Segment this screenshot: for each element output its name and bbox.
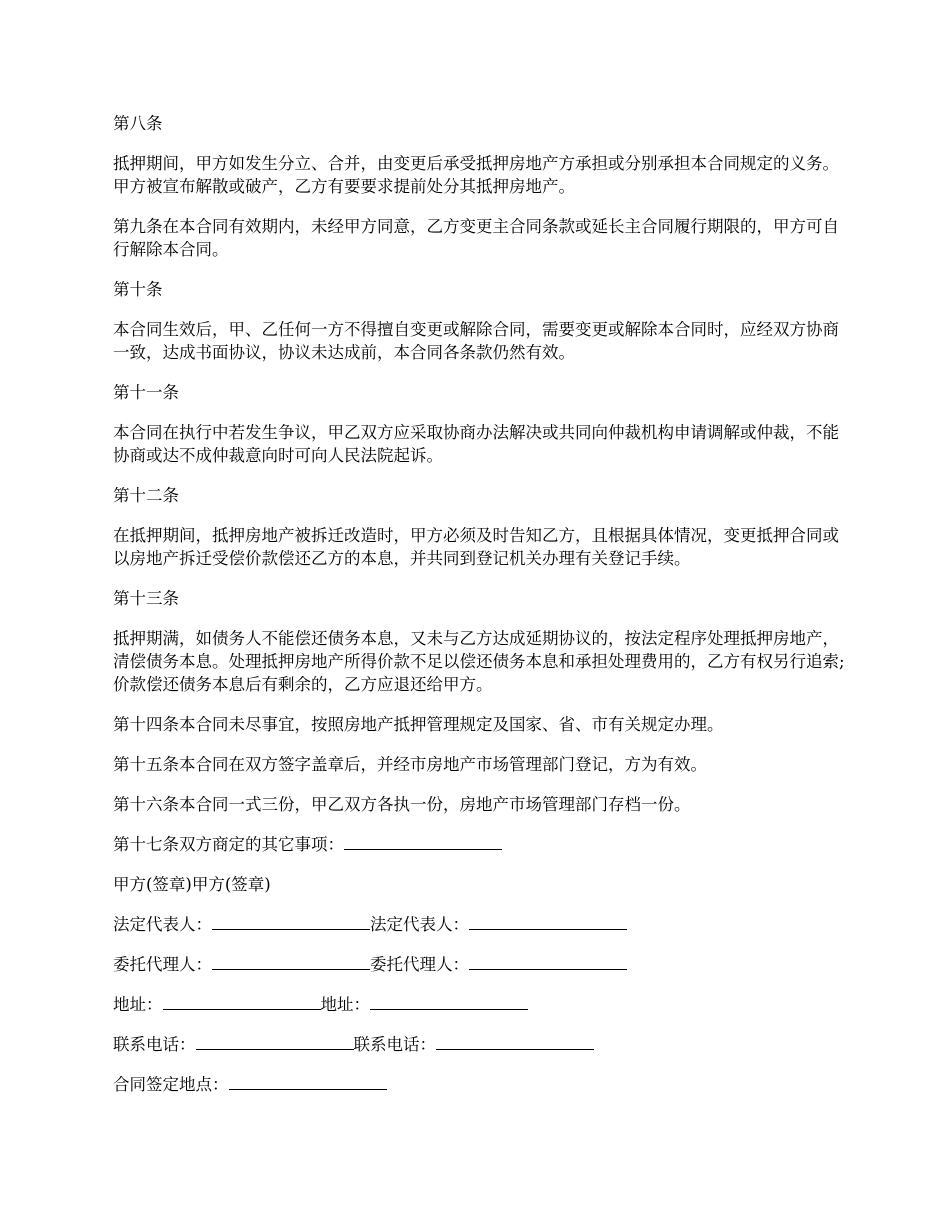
address-label-a: 地址：	[113, 995, 163, 1014]
agent-label-b: 委托代理人：	[370, 955, 469, 974]
agent-label-a: 委托代理人：	[113, 955, 212, 974]
article-15: 第十五条本合同在双方签字盖章后，并经市房地产市场管理部门登记，方为有效。	[113, 755, 707, 774]
signing-place-blank[interactable]	[229, 1073, 387, 1090]
article-16: 第十六条本合同一式三份，甲乙双方各执一份，房地产市场管理部门存档一份。	[113, 795, 691, 814]
phone-label-b: 联系电话：	[353, 1035, 436, 1054]
article-17-label: 第十七条双方商定的其它事项：	[113, 835, 344, 854]
address-blank-b[interactable]	[370, 993, 528, 1010]
agent-line	[113, 953, 853, 976]
legal-rep-line	[113, 913, 853, 936]
phone-blank-a[interactable]	[196, 1033, 354, 1050]
article-17	[113, 833, 853, 856]
article-12-heading: 第十二条	[113, 486, 179, 505]
article-11-body: 本合同在执行中若发生争议，甲乙双方应采取协商办法解决或共同向仲裁机构申请调解或仲裁，不能协商或达不成仲裁意向时可向人民法院起诉。	[113, 423, 839, 465]
signing-place-line	[113, 1073, 853, 1096]
agent-blank-a[interactable]	[212, 953, 370, 970]
article-14: 第十四条本合同未尽事宜，按照房地产抵押管理规定及国家、省、市有关规定办理。	[113, 715, 724, 734]
address-label-b: 地址：	[320, 995, 370, 1014]
phone-label-a: 联系电话：	[113, 1035, 196, 1054]
article-13-heading: 第十三条	[113, 589, 179, 608]
signing-place-label: 合同签定地点：	[113, 1075, 229, 1094]
legal-rep-label-b: 法定代表人：	[370, 915, 469, 934]
agent-blank-b[interactable]	[469, 953, 627, 970]
article-11-heading: 第十一条	[113, 383, 179, 402]
legal-rep-label-a: 法定代表人：	[113, 915, 212, 934]
contract-document	[113, 112, 853, 1113]
legal-rep-blank-a[interactable]	[212, 913, 370, 930]
signature-parties: 甲方(签章)甲方(签章)	[113, 875, 271, 894]
other-matters-blank[interactable]	[344, 833, 502, 850]
address-line	[113, 993, 853, 1016]
article-13-body: 抵押期满，如债务人不能偿还债务本息，又未与乙方达成延期协议的，按法定程序处理抵押房地产，清偿债务本息。处理抵押房地产所得价款不足以偿还债务本息和承担处理费用的，乙方有权另行追索;价款偿还债务本息后有剩余的，乙方应退还给甲方。	[113, 629, 845, 694]
article-8-body: 抵押期间，甲方如发生分立、合并，由变更后承受抵押房地产方承担或分别承担本合同规定的义务。甲方被宣布解散或破产，乙方有要要求提前处分其抵押房地产。	[113, 154, 839, 196]
article-10-body: 本合同生效后，甲、乙任何一方不得擅自变更或解除合同，需要变更或解除本合同时，应经双方协商一致，达成书面协议，协议未达成前，本合同各条款仍然有效。	[113, 320, 839, 362]
address-blank-a[interactable]	[163, 993, 321, 1010]
phone-blank-b[interactable]	[436, 1033, 594, 1050]
article-9: 第九条在本合同有效期内，未经甲方同意，乙方变更主合同条款或延长主合同履行期限的，甲方可自行解除本合同。	[113, 217, 839, 259]
article-10-heading: 第十条	[113, 280, 163, 299]
article-12-body: 在抵押期间，抵押房地产被拆迁改造时，甲方必须及时告知乙方，且根据具体情况，变更抵押合同或以房地产拆迁受偿价款偿还乙方的本息，并共同到登记机关办理有关登记手续。	[113, 526, 839, 568]
phone-line	[113, 1033, 853, 1056]
article-8-heading: 第八条	[113, 114, 163, 133]
legal-rep-blank-b[interactable]	[469, 913, 627, 930]
